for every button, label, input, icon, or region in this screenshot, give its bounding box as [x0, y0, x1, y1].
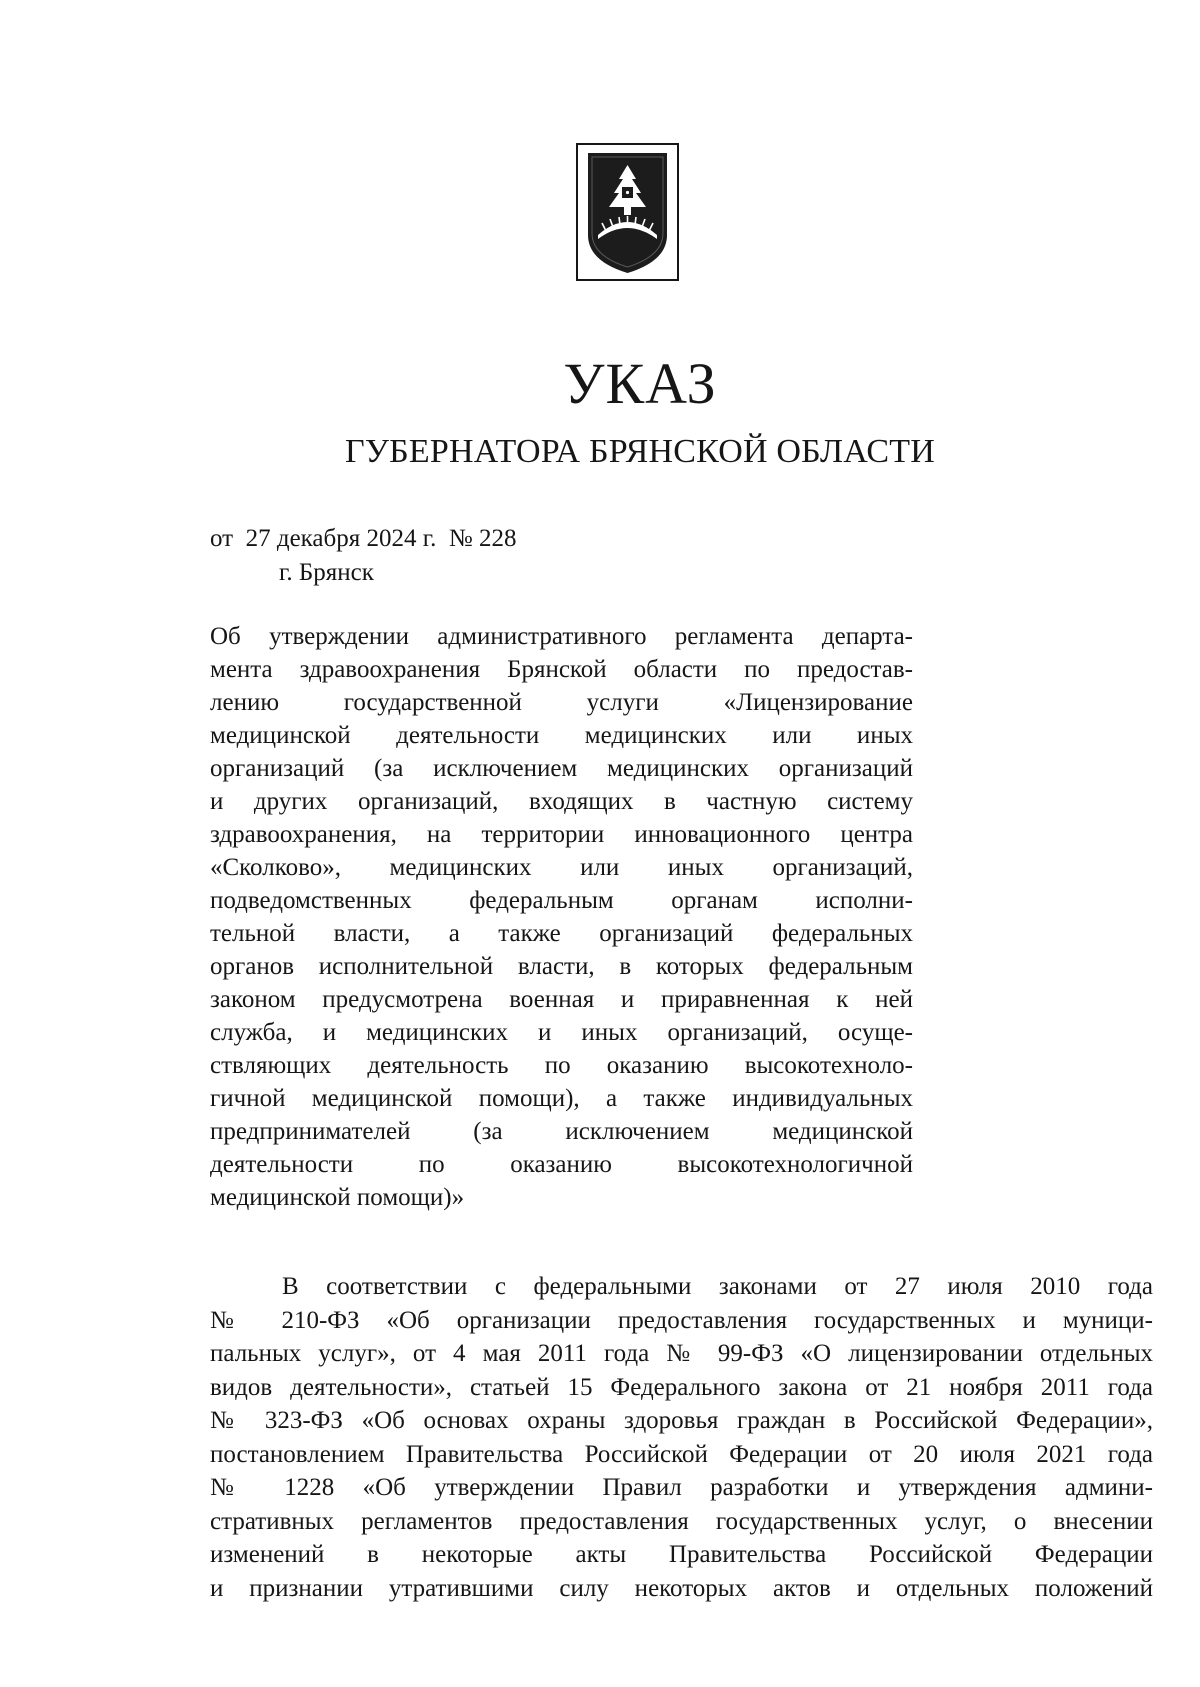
body-line: № 1228 «Об утверждении Правил разработки и утверждения админи- [210, 1474, 1153, 1501]
document-title: УКАЗ [563, 351, 717, 416]
body-line: и признании утратившими силу некоторых актов и отдельных положений [210, 1574, 1153, 1602]
document-subtitle: ГУБЕРНАТОРА БРЯНСКОЙ ОБЛАСТИ [345, 433, 935, 470]
body-line: видов деятельности», статьей 15 Федерального закона от 21 ноября 2011 года [210, 1373, 1153, 1401]
decree-body [210, 1270, 1153, 1605]
subject-line: и других организаций, входящих в частную систему [210, 788, 913, 815]
subject-line: ствляющих деятельность по оказанию высокотехноло- [210, 1052, 913, 1079]
decree-city: г. Брянск [279, 559, 374, 586]
subject-line: лению государственной услуги «Лицензирование [210, 689, 913, 716]
coat-of-arms-icon [576, 143, 679, 281]
subject-line: организаций (за исключением медицинских организаций [210, 755, 913, 782]
decree-subject [210, 620, 913, 1214]
subject-line: органов исполнительной власти, в которых федеральным [210, 953, 913, 980]
body-line: В соответствии с федеральными законами от 27 июля 2010 года [282, 1273, 1153, 1300]
body-line: пальных услуг», от 4 мая 2011 года № 99-ФЗ «О лицензировании отдельных [210, 1340, 1153, 1367]
subject-line: законом предусмотрена военная и приравненная к ней [210, 986, 913, 1013]
body-line: № 323-ФЗ «Об основах охраны здоровья граждан в Российской Федерации», [210, 1407, 1153, 1434]
subject-line: гичной медицинской помощи), а также индивидуальных [210, 1085, 913, 1112]
subject-line: медицинской помощи)» [210, 1184, 465, 1211]
subject-line: деятельности по оказанию высокотехнологичной [210, 1151, 913, 1178]
body-line: постановлением Правительства Российской Федерации от 20 июля 2021 года [210, 1440, 1153, 1468]
decree-date-number: от 27 декабря 2024 г. № 228 [210, 525, 517, 552]
subject-line: подведомственных федеральным органам исполни- [210, 887, 913, 914]
subject-line: служба, и медицинских и иных организаций, осуще- [210, 1019, 913, 1046]
subject-line: предпринимателей (за исключением медицинской [210, 1118, 913, 1145]
subject-line: здравоохранения, на территории инновационного центра [210, 821, 913, 848]
subject-line: тельной власти, а также организаций федеральных [210, 920, 913, 947]
subject-line: Об утверждении административного регламента департа- [210, 623, 913, 650]
subject-line: медицинской деятельности медицинских или иных [210, 722, 913, 749]
subject-line: мента здравоохранения Брянской области по предостав- [210, 656, 913, 683]
subject-line: «Сколково», медицинских или иных организаций, [210, 854, 913, 881]
body-line: изменений в некоторые акты Правительства Российской Федерации [210, 1541, 1153, 1568]
body-line: стративных регламентов предоставления государственных услуг, о внесении [210, 1507, 1153, 1535]
body-line: № 210-ФЗ «Об организации предоставления государственных и муници- [210, 1306, 1153, 1334]
